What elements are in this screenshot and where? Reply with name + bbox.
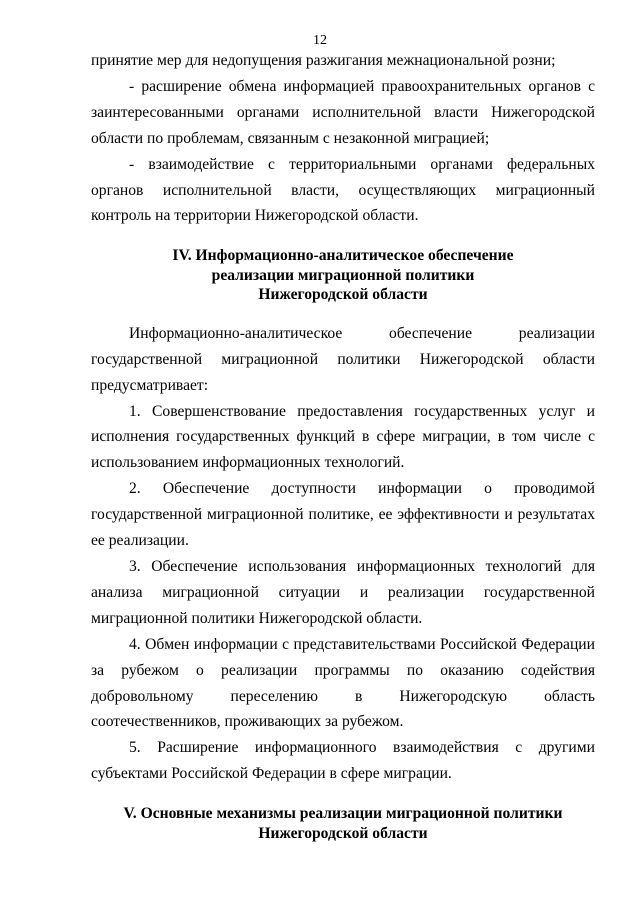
- section-4-item-2: 2. Обеспечение доступности информации о проводимой государственной миграционной политике, ее эффективности и результатах ее реализации.: [91, 480, 595, 550]
- page-content: [91, 48, 595, 843]
- section-4-heading-line-1: IV. Информационно-аналитическое обеспечение: [172, 247, 514, 265]
- section-4-intro: Информационно-аналитическое обеспечение реализации государственной миграционной политики Нижегородской области предусматривает:: [91, 324, 595, 394]
- section-5-heading: [91, 804, 595, 843]
- paragraph-territorial-cooperation: - взаимодействие с территориальными органами федеральных органов исполнительной власти, осуществляющих миграционный контроль на территории Нижегородской области.: [91, 155, 595, 225]
- paragraph-info-exchange: - расширение обмена информацией правоохранительных органов с заинтересованными органами исполнительной власти Нижегородской области по проблемам, связанным с незаконной миграцией;: [91, 77, 595, 147]
- section-4-heading: [91, 246, 595, 305]
- page-number: 12: [313, 33, 327, 48]
- paragraph-continuation: принятие мер для недопущения разжигания межнациональной розни;: [91, 52, 556, 69]
- section-4-item-3: 3. Обеспечение использования информационных технологий для анализа миграционной ситуации и реализации государственной миграционной политики Нижегородской области.: [91, 558, 595, 627]
- section-4-item-5: 5. Расширение информационного взаимодействия с другими субъектами Российской Федерации в сфере миграции.: [91, 739, 595, 783]
- section-4-item-1: 1. Совершенствование предоставления государственных услуг и исполнения государственных функций в сфере миграции, в том числе с использованием информационных технологий.: [91, 402, 595, 472]
- section-4-heading-line-3: Нижегородской области: [258, 286, 428, 304]
- section-4-item-4: 4. Обмен информации с представительствами Российской Федерации за рубежом о реализации программы по оказанию содействия добровольному переселению в Нижегородскую область соотечественников, проживающих за рубежом.: [91, 635, 595, 731]
- section-5-heading-line-1: V. Основные механизмы реализации миграционной политики: [123, 805, 563, 823]
- section-4-heading-line-2: реализации миграционной политики: [211, 266, 475, 284]
- section-5-heading-line-2: Нижегородской области: [258, 824, 428, 842]
